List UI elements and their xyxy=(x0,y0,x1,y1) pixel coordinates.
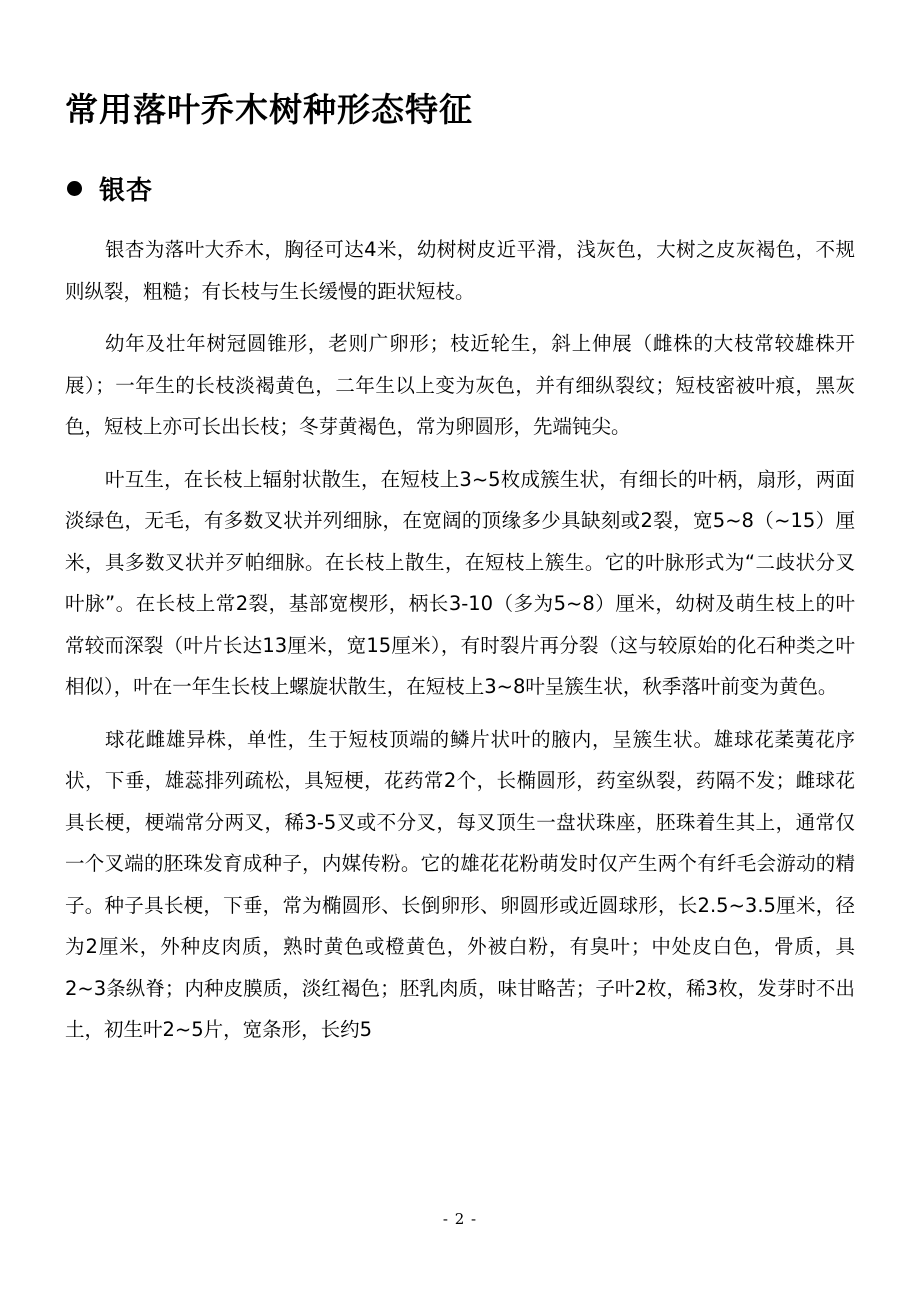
paragraph-leaves: 叶互生，在长枝上辐射状散生，在短枝上3~5枚成簇生状，有细长的叶柄，扇形，两面淡绿色，无毛，有多数叉状并列细脉，在宽阔的顶缘多少具缺刻或2裂，宽5~8（~15）厘米，具多数叉状并歹帕细脉。在长枝上散生，在短枝上簇生。它的叶脉形式为“二歧状分叉叶脉”。在长枝上常2裂，基部宽楔形，柄长3-10（多为5~8）厘米，幼树及萌生枝上的叶常较而深裂（叶片长达13厘米，宽15厘米），有时裂片再分裂（这与较原始的化石种类之叶相似），叶在一年生长枝上螺旋状散生，在短枝上3~8叶呈簇生状，秋季落叶前变为黄色。 xyxy=(65,467,855,698)
section-heading xyxy=(65,166,153,210)
bullet-icon xyxy=(67,181,82,196)
section-heading-text: 银杏 xyxy=(99,175,154,206)
paragraph-branches: 幼年及壮年树冠圆锥形，老则广卵形；枝近轮生，斜上伸展（雌株的大枝常较雄株开展）；一年生的长枝淡褐黄色，二年生以上变为灰色，并有细纵裂纹；短枝密被叶痕，黑灰色，短枝上亦可长出长枝；冬芽黄褐色，常为卵圆形，先端钝尖。 xyxy=(65,332,855,438)
paragraph-flowers-seeds: 球花雌雄异株，单性，生于短枝顶端的鳞片状叶的腋内，呈簇生状。雄球花葇荑花序状，下垂，雄蕊排列疏松，具短梗，花药常2个，长椭圆形，药室纵裂，药隔不发；雌球花具长梗，梗端常分两叉，稀3-5叉或不分叉，每叉顶生一盘状珠座，胚珠着生其上，通常仅一个叉端的胚珠发育成种子，内媒传粉。它的雄花花粉萌发时仅产生两个有纤毛会游动的精子。种子具长梗，下垂，常为椭圆形、长倒卵形、卵圆形或近圆球形，长2.5~3.5厘米，径为2厘米，外种皮肉质，熟时黄色或橙黄色，外被白粉，有臭叶；中处皮白色，骨质，具2~3条纵脊；内种皮膜质，淡红褐色；胚乳肉质，味甘略苦；子叶2枚，稀3枚，发芽时不出土，初生叶2~5片，宽条形，长约5 xyxy=(65,727,855,1041)
page-number: - 2 - xyxy=(442,1210,478,1228)
document-body xyxy=(65,229,855,1062)
paragraph-bark: 银杏为落叶大乔木，胸径可达4米，幼树树皮近平滑，浅灰色，大树之皮灰褐色，不规则纵裂，粗糙；有长枝与生长缓慢的距状短枝。 xyxy=(65,238,855,303)
document-title: 常用落叶乔木树种形态特征 xyxy=(65,90,473,129)
